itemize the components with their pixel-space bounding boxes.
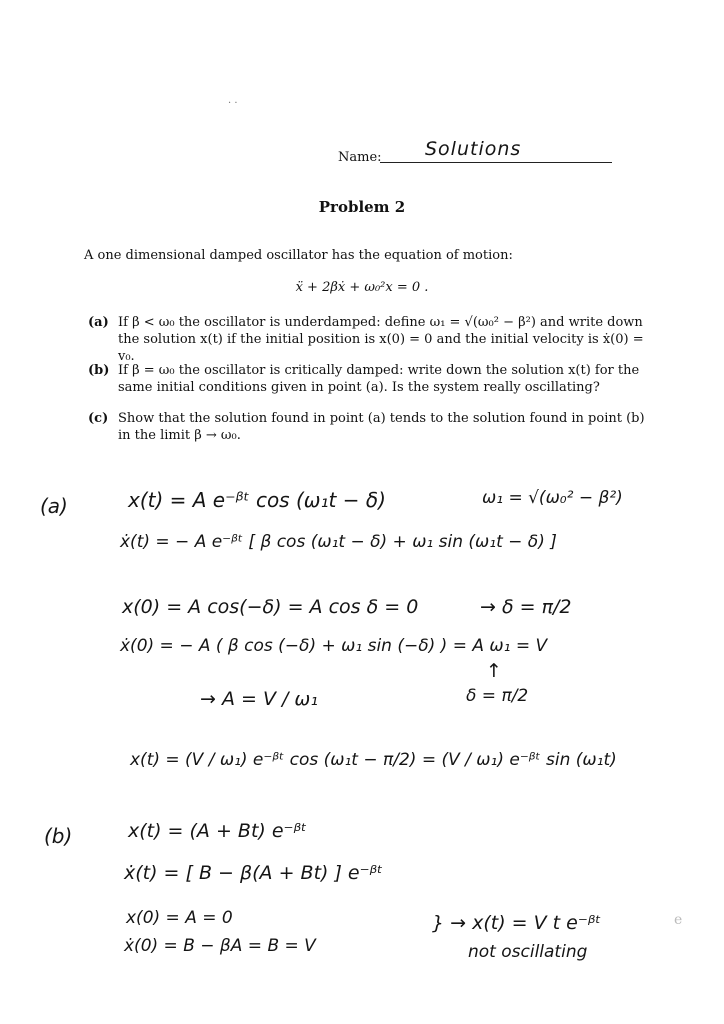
scan-speck: e — [674, 912, 683, 928]
solution-b-label: (b) — [44, 824, 73, 848]
solution-a-line-3: x(0) = A cos(−δ) = A cos δ = 0 — [122, 596, 419, 618]
delta-note: δ = π/2 — [466, 686, 529, 706]
problem-part-a — [88, 314, 648, 365]
solution-b-line-4: ẋ(0) = B − βA = B = V — [124, 936, 316, 956]
name-underline — [380, 162, 612, 163]
omega-definition: ω₁ = √(ω₀² − β²) — [482, 488, 623, 508]
problem-intro: A one dimensional damped oscillator has the equation of motion: — [84, 248, 513, 263]
name-value: Solutions — [425, 138, 522, 160]
solution-a-line-1: x(t) = A e⁻ᵝᵗ cos (ω₁t − δ) — [128, 488, 386, 512]
part-label: (c) — [88, 411, 109, 426]
delta-result: → δ = π/2 — [480, 596, 572, 618]
part-label: (b) — [88, 363, 110, 378]
solution-a-line-2: ẋ(t) = − A e⁻ᵝᵗ [ β cos (ω₁t − δ) + ω₁ sin (ω₁t − δ) ] — [120, 532, 557, 552]
solution-a-label: (a) — [40, 494, 68, 518]
solution-a-final: x(t) = (V / ω₁) e⁻ᵝᵗ cos (ω₁t − π/2) = (V / ω₁) e⁻ᵝᵗ sin (ω₁t) — [130, 750, 617, 770]
not-oscillating-note: not oscillating — [468, 942, 588, 962]
part-text: Show that the solution found in point (a) tends to the solution found in point (b) in the limit β → ω₀. — [118, 411, 645, 443]
part-text: If β = ω₀ the oscillator is critically damped: write down the solution x(t) for the same initial conditions given in point (a). Is the system really oscillating? — [118, 363, 640, 395]
solution-b-line-1: x(t) = (A + Bt) e⁻ᵝᵗ — [128, 820, 307, 842]
part-label: (a) — [88, 315, 109, 330]
equation-of-motion: ẍ + 2βẋ + ω₀²x = 0 . — [295, 280, 429, 295]
solution-a-line-4: ẋ(0) = − A ( β cos (−δ) + ω₁ sin (−δ) ) = A ω₁ = V — [120, 636, 548, 656]
problem-title: Problem 2 — [318, 198, 406, 216]
solution-b-result: } → x(t) = V t e⁻ᵝᵗ — [432, 912, 602, 934]
problem-part-c — [88, 410, 648, 444]
name-label: Name: — [338, 150, 382, 165]
part-text: If β < ω₀ the oscillator is underdamped: define ω₁ = √(ω₀² − β²) and write down the solution x(t) if the initial position is x(0) = 0 and the initial velocity is ẋ(0) = v₀. — [118, 315, 644, 364]
solution-b-line-3: x(0) = A = 0 — [126, 908, 233, 928]
arrow-up-icon: ↑ — [486, 660, 502, 682]
problem-part-b — [88, 362, 648, 396]
scan-speck: · · — [228, 98, 238, 109]
amplitude-result: → A = V / ω₁ — [200, 688, 318, 710]
solution-b-line-2: ẋ(t) = [ B − β(A + Bt) ] e⁻ᵝᵗ — [124, 862, 383, 884]
